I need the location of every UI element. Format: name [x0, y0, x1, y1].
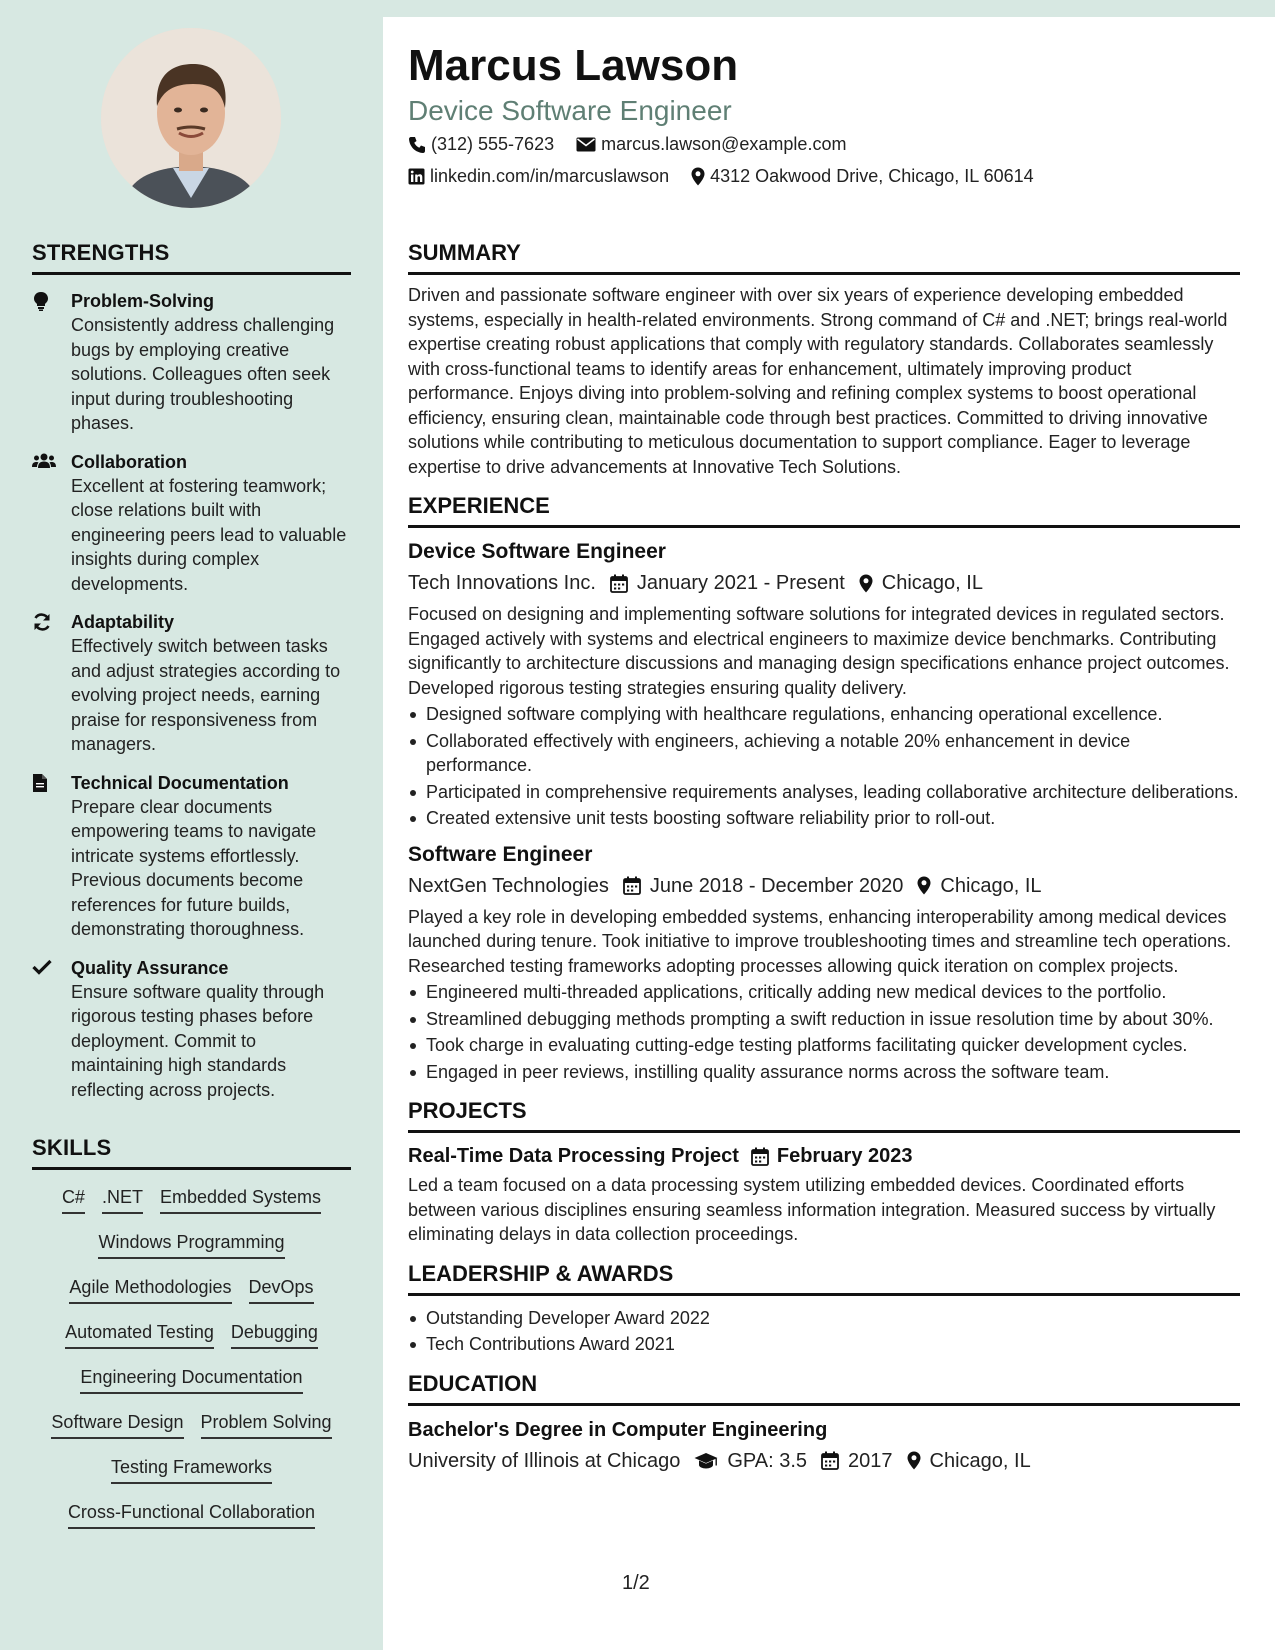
education-title: EDUCATION	[408, 1371, 1240, 1406]
school-name: University of Illinois at Chicago	[408, 1449, 681, 1472]
skills-section	[32, 1135, 351, 1546]
education-meta	[408, 1448, 1240, 1474]
summary-title: SUMMARY	[408, 240, 1240, 275]
lightbulb-icon	[32, 291, 54, 311]
map-pin-icon	[907, 1451, 921, 1470]
strength-item	[32, 289, 351, 436]
strengths-title: STRENGTHS	[32, 240, 351, 275]
job-meta	[408, 873, 1240, 899]
year-text: 2017	[848, 1449, 893, 1472]
candidate-name: Marcus Lawson	[408, 41, 739, 90]
calendar-icon	[821, 1451, 839, 1470]
dates-text: January 2021 - Present	[636, 572, 845, 594]
checkmark-icon	[32, 958, 54, 978]
job-dates	[610, 570, 845, 596]
job-bullet: Created extensive unit tests boosting software reliability prior to roll-out.	[408, 806, 1240, 831]
contact-row-2	[408, 166, 1056, 187]
graduation-cap-icon	[694, 1452, 718, 1470]
linkedin-icon	[408, 168, 425, 185]
strength-item	[32, 956, 351, 1103]
strength-desc: Ensure software quality through rigorous testing phases before deployment. Commit to maintaining high standards reflecting across projects.	[71, 981, 325, 1100]
job-desc: Focused on designing and implementing software solutions for integrated devices in regulated sectors. Engaged actively with systems and electrical engineers to maximize device benchmarks. Contributing significantly to architecture discussions and managing design specifications enhance project outcomes. Developed rigorous testing strategies ensuring quality delivery.	[408, 604, 1230, 698]
strength-name: Adaptability	[71, 612, 175, 632]
job-entry	[408, 538, 1240, 831]
strength-desc: Effectively switch between tasks and adjust strategies according to evolving project needs, earning praise for responsiveness from managers.	[71, 636, 341, 754]
dates-text: June 2018 - December 2020	[649, 874, 904, 897]
job-title: Software Engineer	[408, 842, 593, 866]
contact-linkedin[interactable]	[408, 166, 669, 187]
project-name: Real-Time Data Processing Project	[408, 1145, 739, 1167]
edu-location-item	[907, 1448, 1031, 1474]
strength-desc: Prepare clear documents empowering teams to navigate intricate systems effortlessly. Previous documents become references for future builds, demonstrating thoroughness.	[71, 796, 317, 939]
strengths-section	[32, 240, 351, 1102]
strength-item	[32, 771, 351, 942]
job-bullet: Engaged in peer reviews, instilling quality assurance norms across the software team.	[408, 1060, 1240, 1085]
summary-text: Driven and passionate software engineer with over six years of experience developing embedded systems, especially in health-related environments. Strong command of C# and .NET; brings real-world expertise creating robust applications that comply with regulatory standards. Collaborates seamlessly with cross-functional teams to identify areas for enhancement, ultimately improving product performance. Enjoys diving into problem-solving and refining complex systems to boost operational efficiency, ensuring clean, maintainable code through best practices. Committed to driving innovative solutions while contributing to meticulous documentation to support compliance. Eager to leverage expertise to drive advancements at Innovative Tech Solutions.	[408, 285, 1228, 477]
job-location	[859, 570, 983, 596]
job-bullet: Took charge in evaluating cutting-edge testing platforms facilitating quicker development cycles.	[408, 1033, 1240, 1058]
gpa-text: GPA: 3.5	[727, 1449, 808, 1472]
gpa-item	[694, 1448, 807, 1474]
strength-name: Technical Documentation	[71, 772, 289, 793]
sync-icon	[32, 612, 54, 632]
phone-icon	[408, 136, 426, 154]
skill-tag: .NET	[102, 1186, 143, 1214]
profile-photo	[101, 28, 281, 208]
skill-row	[32, 1321, 351, 1366]
document-icon	[32, 773, 54, 793]
skill-tag: Cross-Functional Collaboration	[68, 1501, 315, 1529]
skills-list	[32, 1186, 351, 1546]
award-item: Tech Contributions Award 2021	[408, 1332, 1240, 1357]
job-bullet: Participated in comprehensive requirements analyses, leading collaborative architecture deliberations.	[408, 780, 1240, 805]
job-bullet: Streamlined debugging methods prompting a swift reduction in issue resolution time by about 30%.	[408, 1007, 1240, 1032]
experience-section	[408, 493, 1240, 1084]
strength-desc: Excellent at fostering teamwork; close relations built with engineering peers lead to valuable insights during complex developments.	[71, 475, 347, 594]
map-pin-icon	[917, 876, 931, 895]
skill-row	[32, 1456, 351, 1501]
education-section	[408, 1371, 1240, 1474]
edu-location-text: Chicago, IL	[929, 1449, 1031, 1472]
contact-row-1	[408, 134, 868, 155]
candidate-role: Device Software Engineer	[408, 95, 732, 126]
award-item: Outstanding Developer Award 2022	[408, 1306, 1240, 1331]
skill-tag: Debugging	[231, 1321, 318, 1349]
job-bullet: Designed software complying with healthcare regulations, enhancing operational excellence.	[408, 702, 1240, 727]
map-pin-icon	[691, 167, 705, 186]
job-entry	[408, 841, 1240, 1085]
job-bullets	[408, 980, 1240, 1084]
job-desc: Played a key role in developing embedded systems, enhancing interoperability among medical devices launched during tenure. Took initiative to improve troubleshooting times and streamline tech operations. Researched testing frameworks adopting processes allowing quick iteration on complex projects.	[408, 906, 1232, 976]
skills-title: SKILLS	[32, 1135, 351, 1170]
skill-row	[32, 1366, 351, 1411]
envelope-icon	[576, 137, 596, 152]
skill-tag: Problem Solving	[201, 1411, 332, 1439]
skill-tag: Software Design	[51, 1411, 183, 1439]
strength-name: Collaboration	[71, 451, 187, 472]
users-icon	[32, 452, 54, 472]
project-desc: Led a team focused on a data processing system utilizing embedded devices. Coordinated efforts between various disciplines ensuring seamless information integration. Measured success by virtually eliminating delays in data collection proceedings.	[408, 1175, 1216, 1244]
skill-row	[32, 1411, 351, 1456]
job-meta	[408, 570, 1240, 596]
skill-tag: Windows Programming	[98, 1231, 284, 1259]
skill-tag: Testing Frameworks	[111, 1456, 272, 1484]
skill-tag: DevOps	[249, 1276, 314, 1304]
location-text: Chicago, IL	[940, 874, 1042, 897]
awards-section	[408, 1261, 1240, 1357]
calendar-icon	[623, 876, 641, 895]
skill-tag: Agile Methodologies	[69, 1276, 231, 1304]
location-text: Chicago, IL	[881, 572, 983, 594]
job-title: Device Software Engineer	[408, 540, 666, 563]
job-bullet: Collaborated effectively with engineers, achieving a notable 20% enhancement in device performance.	[408, 729, 1240, 778]
job-location	[917, 873, 1041, 899]
company-name: NextGen Technologies	[408, 874, 609, 897]
project-title	[408, 1143, 1240, 1169]
contact-email[interactable]	[576, 134, 846, 155]
degree-title: Bachelor's Degree in Computer Engineering	[408, 1418, 828, 1441]
linkedin-text[interactable]: linkedin.com/in/marcuslawson	[430, 166, 670, 186]
phone-text: (312) 555-7623	[431, 134, 555, 154]
skill-tag: C#	[62, 1186, 85, 1214]
strength-desc: Consistently address challenging bugs by employing creative solutions. Colleagues often seek input during troubleshooting phases.	[71, 315, 335, 433]
awards-list	[408, 1306, 1240, 1357]
map-pin-icon	[859, 574, 873, 593]
main-content	[408, 240, 1240, 1474]
strength-name: Quality Assurance	[71, 957, 229, 978]
skill-row	[32, 1231, 351, 1276]
summary-section	[408, 240, 1240, 479]
calendar-icon	[610, 574, 628, 593]
awards-title: LEADERSHIP & AWARDS	[408, 1261, 1240, 1296]
job-bullets	[408, 702, 1240, 831]
skill-row	[32, 1501, 351, 1546]
company-name: Tech Innovations Inc.	[408, 572, 596, 594]
strength-item	[32, 610, 351, 757]
contact-address	[691, 166, 1034, 187]
skill-tag: Embedded Systems	[160, 1186, 321, 1214]
strength-item	[32, 450, 351, 597]
experience-title: EXPERIENCE	[408, 493, 1240, 528]
job-dates	[623, 873, 904, 899]
contact-phone	[408, 134, 554, 155]
address-text: 4312 Oakwood Drive, Chicago, IL 60614	[710, 166, 1034, 186]
project-date: February 2023	[776, 1145, 913, 1167]
skill-tag: Engineering Documentation	[80, 1366, 302, 1394]
page-number: 1/2	[622, 1572, 650, 1594]
skill-row	[32, 1276, 351, 1321]
projects-title: PROJECTS	[408, 1098, 1240, 1133]
projects-section	[408, 1098, 1240, 1247]
strength-name: Problem-Solving	[71, 291, 215, 311]
email-text[interactable]: marcus.lawson@example.com	[601, 134, 847, 154]
skill-row	[32, 1186, 351, 1231]
calendar-icon	[751, 1147, 769, 1166]
skill-tag: Automated Testing	[65, 1321, 214, 1349]
job-bullet: Engineered multi-threaded applications, critically adding new medical devices to the portfolio.	[408, 980, 1240, 1005]
year-item	[821, 1448, 893, 1474]
